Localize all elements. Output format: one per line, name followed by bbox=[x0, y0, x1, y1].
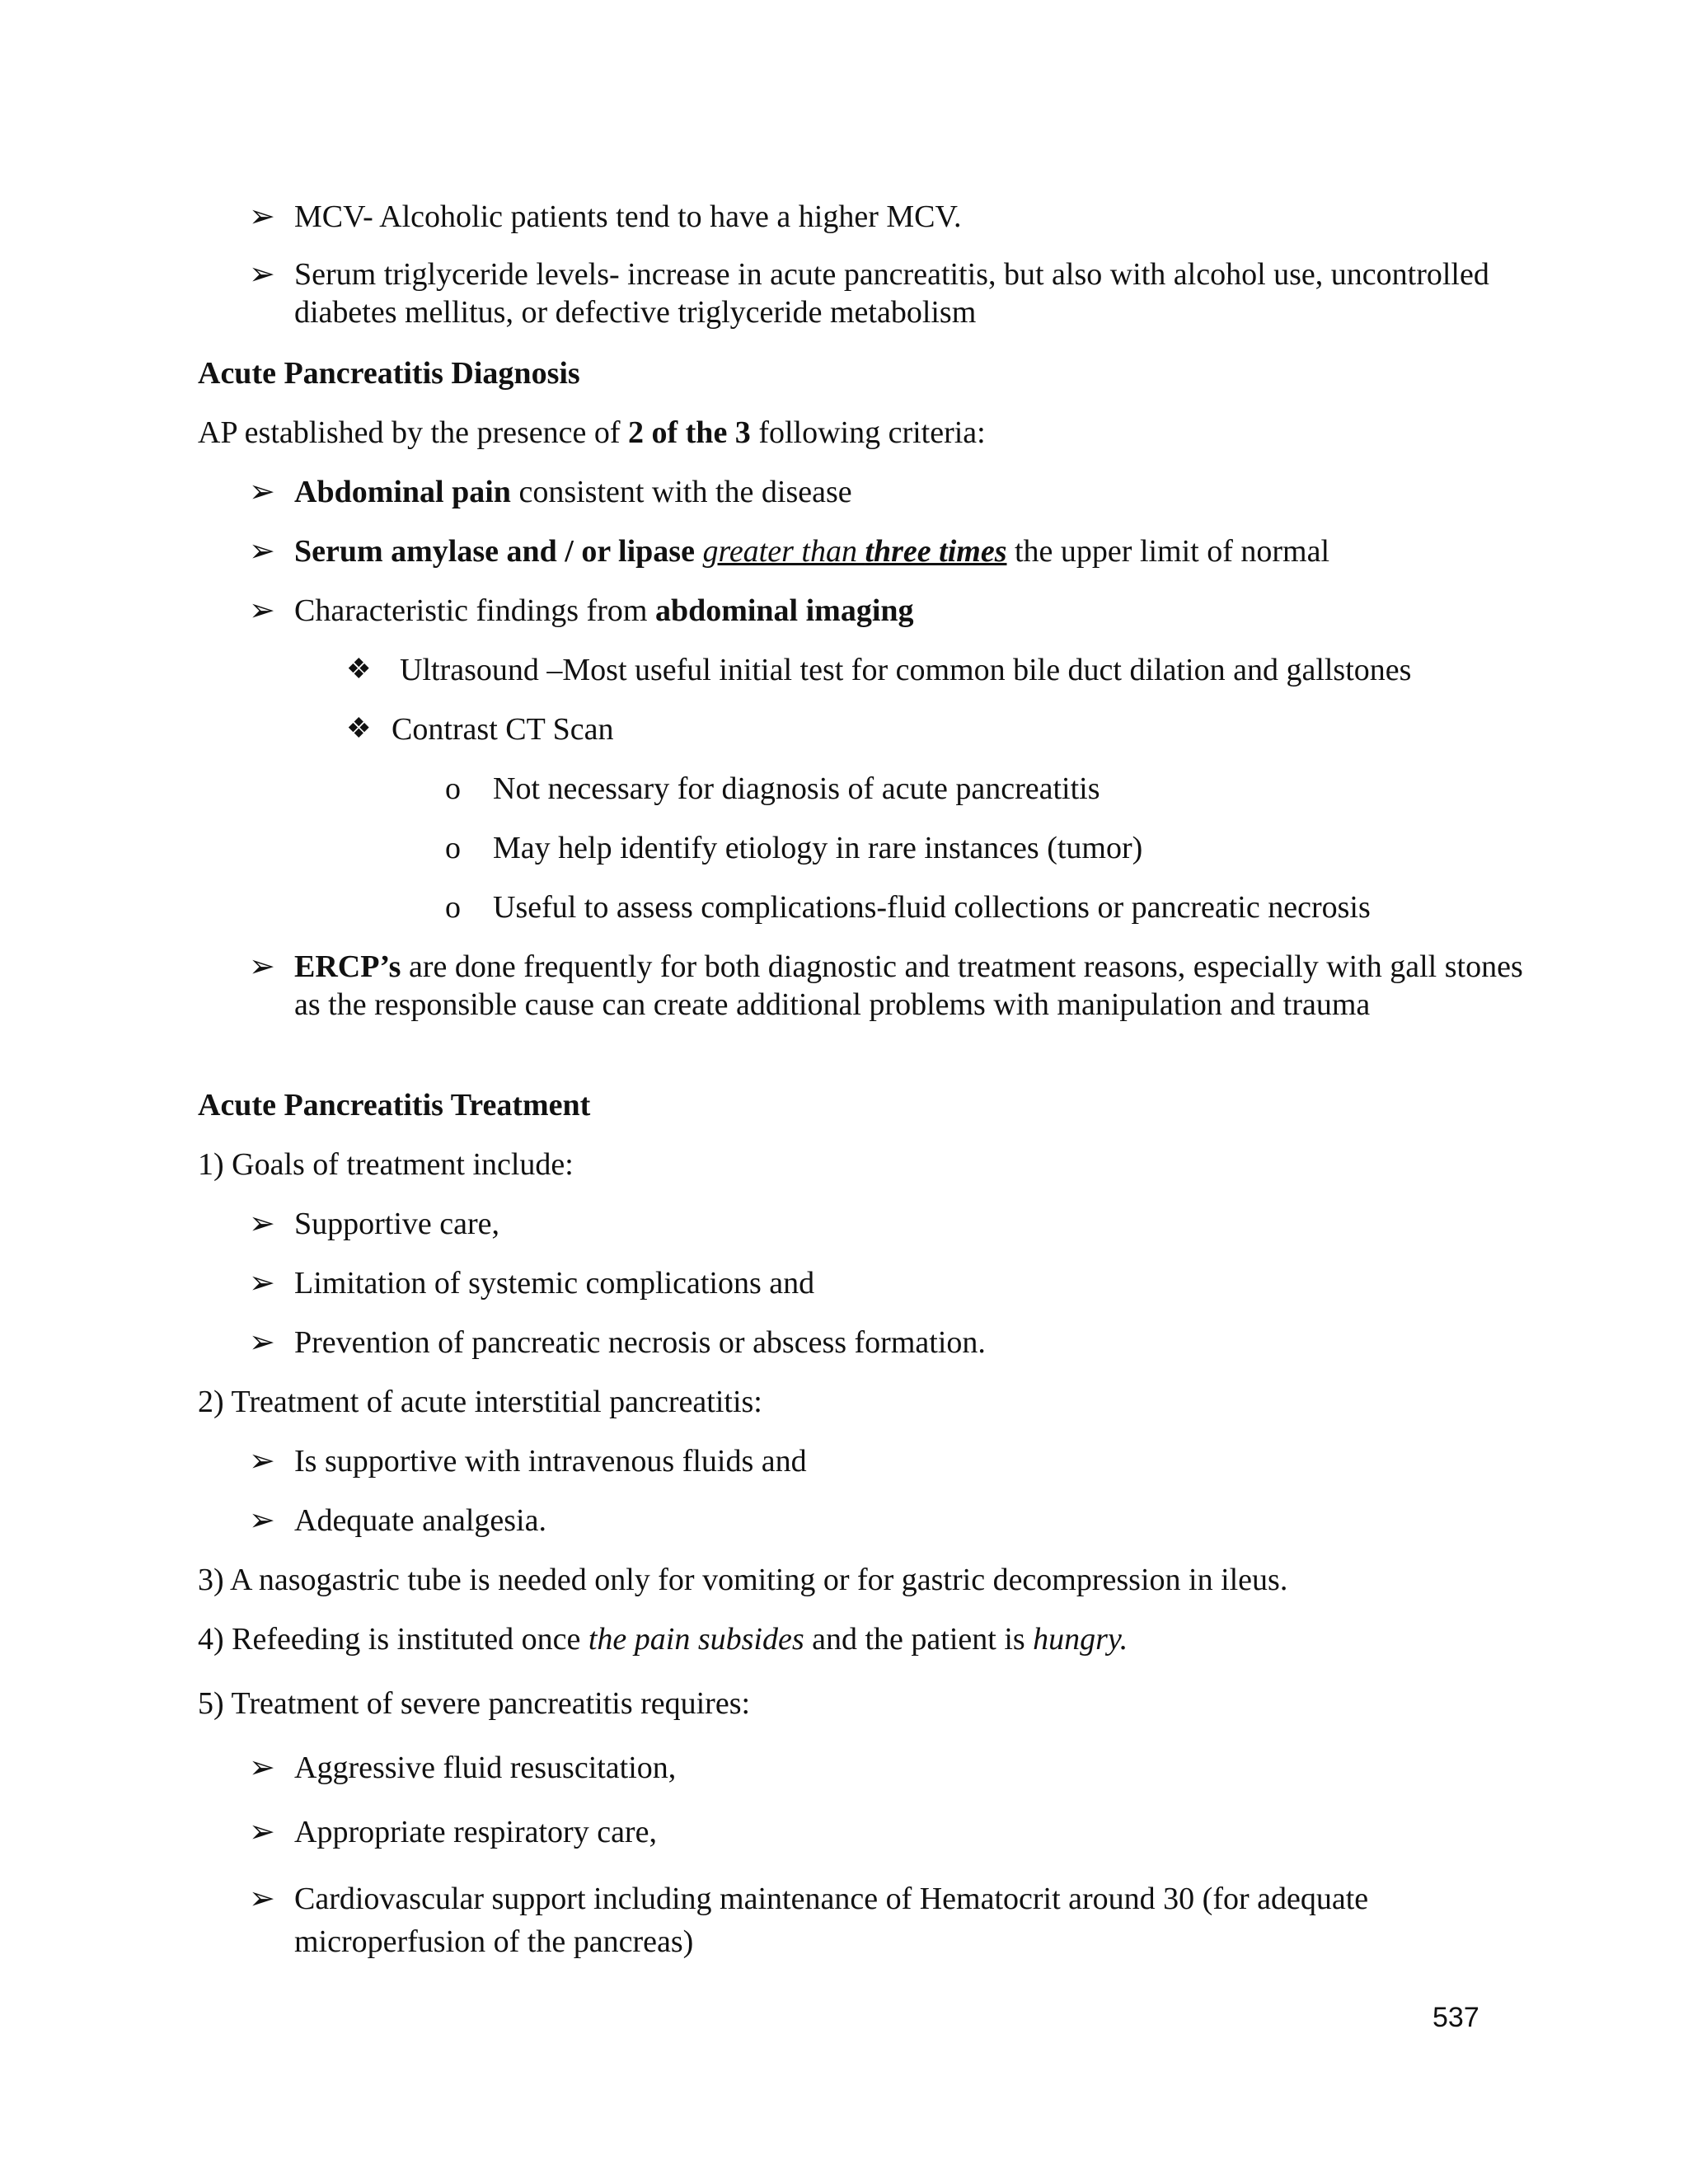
interstitial-2 bbox=[0, 1502, 1550, 1540]
goal-text: Limitation of systemic complications and bbox=[294, 1266, 815, 1301]
bullet-ercp bbox=[0, 948, 1550, 1024]
imaging-text: Contrast CT Scan bbox=[392, 712, 614, 747]
refeed-italic: hungry. bbox=[1033, 1622, 1128, 1657]
arrow-bullet-icon: ➢ bbox=[249, 1207, 275, 1241]
criterion-text: consistent with the disease bbox=[510, 475, 852, 509]
ct-point-3 bbox=[0, 888, 1550, 926]
bullet-triglyceride bbox=[0, 255, 1550, 331]
imaging-text: Ultrasound –Most useful initial test for common bile duct dilation and gallstones bbox=[400, 653, 1412, 687]
treatment-severe: 5) Treatment of severe pancreatitis requires: bbox=[198, 1686, 751, 1721]
ct-point-text: Not necessary for diagnosis of acute pancreatitis bbox=[493, 771, 1100, 806]
goal-1 bbox=[0, 1205, 1550, 1243]
arrow-bullet-icon: ➢ bbox=[249, 1503, 275, 1538]
arrow-bullet-icon: ➢ bbox=[249, 199, 275, 234]
interstitial-text: Adequate analgesia. bbox=[294, 1503, 546, 1538]
refeed-text: and the patient is bbox=[804, 1622, 1034, 1657]
severe-2 bbox=[0, 1813, 1550, 1851]
arrow-bullet-icon: ➢ bbox=[249, 257, 275, 292]
circle-bullet-icon: o bbox=[445, 831, 461, 865]
interstitial-text: Is supportive with intravenous fluids and bbox=[294, 1444, 807, 1479]
arrow-bullet-icon: ➢ bbox=[249, 475, 275, 509]
severe-text: Appropriate respiratory care, bbox=[294, 1815, 657, 1849]
arrow-bullet-icon: ➢ bbox=[249, 1444, 275, 1479]
severe-text: Cardiovascular support including maintenance of Hematocrit around 30 (for adequate microperfusion of the pancreas) bbox=[294, 1882, 1369, 1959]
treatment-refeeding bbox=[198, 1620, 1550, 1658]
goal-2 bbox=[0, 1264, 1550, 1302]
circle-bullet-icon: o bbox=[445, 771, 461, 806]
treatment-interstitial: 2) Treatment of acute interstitial pancreatitis: bbox=[198, 1385, 762, 1419]
arrow-bullet-icon: ➢ bbox=[249, 1882, 275, 1916]
arrow-bullet-icon: ➢ bbox=[249, 593, 275, 628]
imaging-ct bbox=[0, 710, 1550, 748]
ct-point-text: Useful to assess complications-fluid collections or pancreatic necrosis bbox=[493, 890, 1371, 925]
arrow-bullet-icon: ➢ bbox=[249, 1750, 275, 1785]
treatment-goals: 1) Goals of treatment include: bbox=[198, 1147, 574, 1182]
treatment-nasogastric: 3) A nasogastric tube is needed only for vomiting or for gastric decompression in ileus. bbox=[198, 1563, 1288, 1597]
diamond-bullet-icon: ❖ bbox=[346, 714, 372, 744]
severe-3 bbox=[0, 1877, 1550, 1963]
criterion-abdominal-pain bbox=[0, 473, 1550, 511]
lead-text: following criteria: bbox=[750, 415, 986, 450]
diamond-bullet-icon: ❖ bbox=[346, 654, 372, 685]
refeed-text: 4) Refeeding is instituted once bbox=[198, 1622, 588, 1657]
ercp-bold: ERCP’s bbox=[294, 949, 401, 984]
refeed-italic: the pain subsides bbox=[588, 1622, 804, 1657]
lead-text: AP established by the presence of bbox=[198, 415, 628, 450]
arrow-bullet-icon: ➢ bbox=[249, 949, 275, 984]
diagnosis-lead bbox=[198, 414, 1550, 452]
diagnosis-heading: Acute Pancreatitis Diagnosis bbox=[198, 356, 580, 391]
ct-point-text: May help identify etiology in rare instances (tumor) bbox=[493, 831, 1143, 865]
criterion-abdominal-imaging bbox=[0, 592, 1550, 630]
bullet-text: Serum triglyceride levels- increase in acute pancreatitis, but also with alcohol use, uncontrolled diabetes mellitus, or defective triglyceride metabolism bbox=[294, 257, 1489, 330]
goal-3 bbox=[0, 1324, 1550, 1361]
arrow-bullet-icon: ➢ bbox=[249, 1815, 275, 1849]
bullet-mcv bbox=[0, 198, 1550, 236]
ct-point-2 bbox=[0, 829, 1550, 867]
criterion-bold: abdominal imaging bbox=[654, 593, 914, 628]
criterion-bold: Abdominal pain bbox=[294, 475, 511, 509]
circle-bullet-icon: o bbox=[445, 890, 461, 925]
arrow-bullet-icon: ➢ bbox=[249, 534, 275, 569]
criterion-bold-italic: three times bbox=[865, 534, 1007, 569]
goal-text: Supportive care, bbox=[294, 1207, 500, 1241]
criterion-text: the upper limit of normal bbox=[1006, 534, 1330, 569]
criterion-bold: Serum amylase and / or lipase bbox=[294, 534, 695, 569]
arrow-bullet-icon: ➢ bbox=[249, 1266, 275, 1301]
ct-point-1 bbox=[0, 770, 1550, 808]
severe-1 bbox=[0, 1749, 1550, 1787]
page-number: 537 bbox=[1432, 2002, 1479, 2033]
severe-text: Aggressive fluid resuscitation, bbox=[294, 1750, 677, 1785]
goal-text: Prevention of pancreatic necrosis or abscess formation. bbox=[294, 1325, 986, 1360]
bullet-text: MCV- Alcoholic patients tend to have a higher MCV. bbox=[294, 199, 962, 234]
imaging-ultrasound bbox=[0, 651, 1550, 689]
criterion-text: Characteristic findings from bbox=[294, 593, 655, 628]
arrow-bullet-icon: ➢ bbox=[249, 1325, 275, 1360]
treatment-heading: Acute Pancreatitis Treatment bbox=[198, 1088, 591, 1122]
ercp-text: are done frequently for both diagnostic and treatment reasons, especially with gall stones as the responsible cause can create additional problems with manipulation and trauma bbox=[294, 949, 1523, 1022]
criterion-italic: greater than bbox=[702, 534, 865, 569]
interstitial-1 bbox=[0, 1442, 1550, 1480]
lead-bold: 2 of the 3 bbox=[628, 415, 751, 450]
criterion-serum-amylase bbox=[0, 532, 1550, 570]
